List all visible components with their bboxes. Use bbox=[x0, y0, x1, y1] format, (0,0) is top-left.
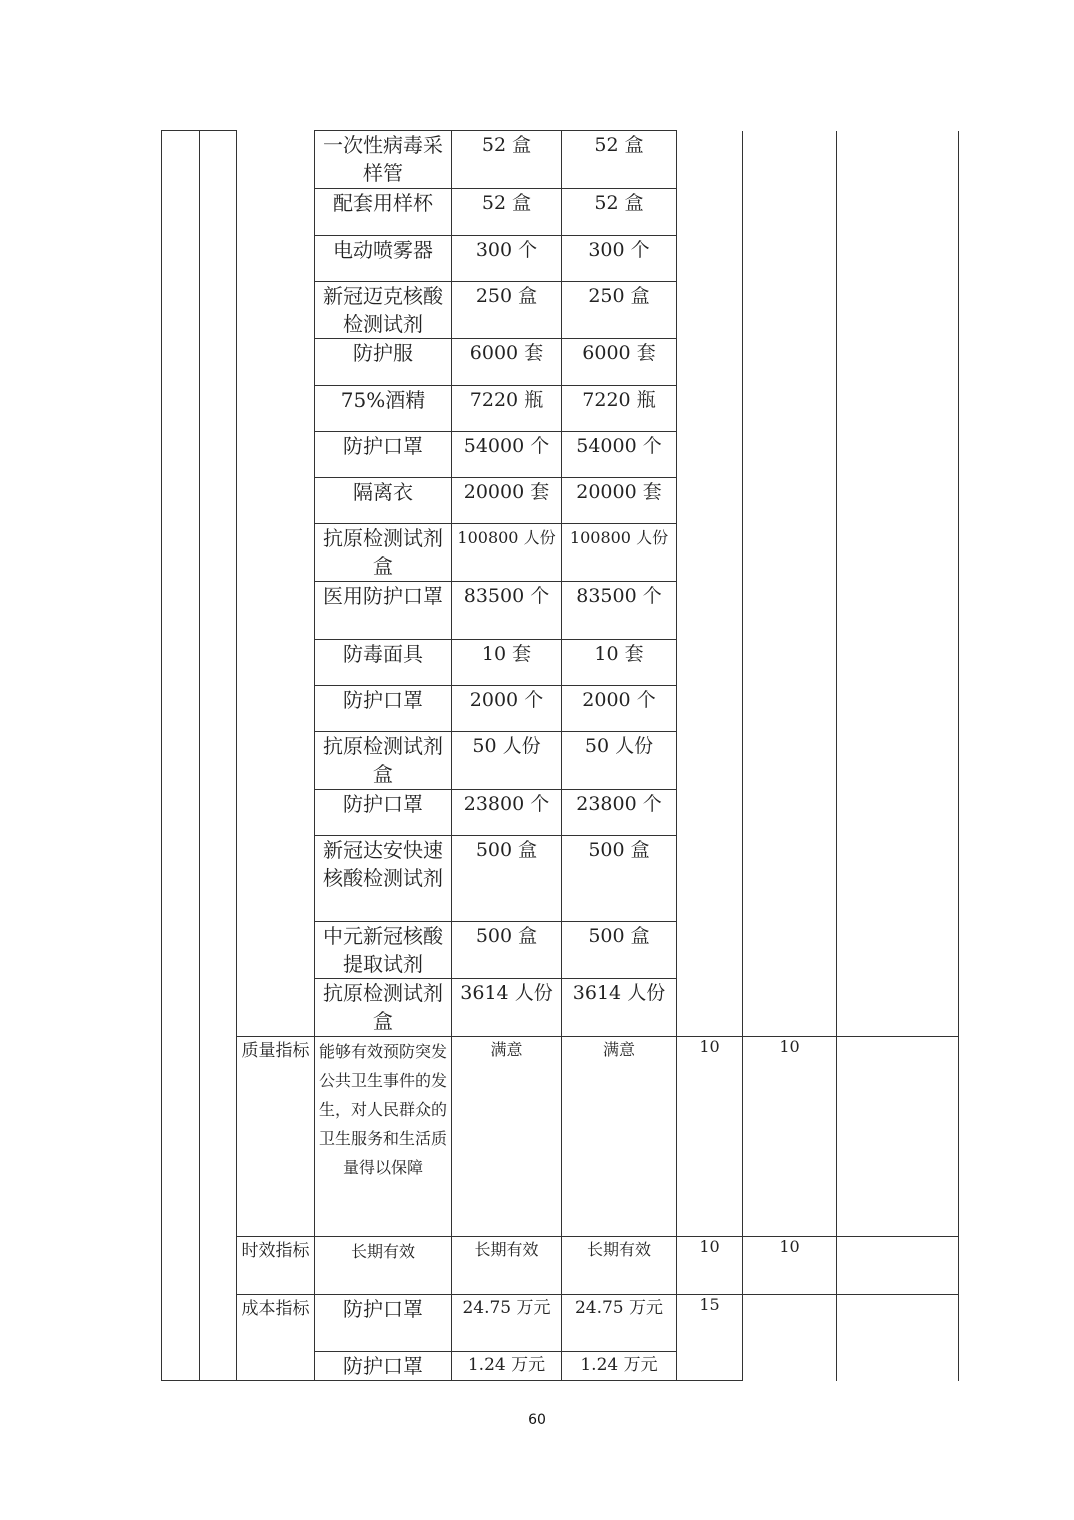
quantity-indicator-cell bbox=[237, 131, 315, 1037]
item-planned: 2000 个 bbox=[452, 686, 562, 732]
cost-remark bbox=[837, 1295, 959, 1381]
item-actual: 500 盒 bbox=[562, 836, 677, 922]
item-name: 防护口罩 bbox=[315, 790, 452, 836]
item-planned: 20000 套 bbox=[452, 478, 562, 524]
item-actual: 7220 瓶 bbox=[562, 386, 677, 432]
table-row bbox=[162, 1237, 959, 1295]
timeliness-category: 时效指标 bbox=[237, 1237, 315, 1295]
level2-cell bbox=[200, 131, 237, 1381]
item-name: 防护口罩 bbox=[315, 686, 452, 732]
item-planned: 250 盒 bbox=[452, 282, 562, 339]
item-actual: 500 盒 bbox=[562, 922, 677, 979]
item-actual: 250 盒 bbox=[562, 282, 677, 339]
item-planned: 500 盒 bbox=[452, 922, 562, 979]
item-actual: 83500 个 bbox=[562, 582, 677, 640]
item-name: 一次性病毒采样管 bbox=[315, 131, 452, 189]
item-actual: 2000 个 bbox=[562, 686, 677, 732]
table-row bbox=[162, 1295, 959, 1352]
item-name: 配套用样杯 bbox=[315, 189, 452, 236]
item-name: 抗原检测试剂盒 bbox=[315, 524, 452, 582]
item-actual: 50 人份 bbox=[562, 732, 677, 790]
item-planned: 52 盒 bbox=[452, 131, 562, 189]
cost-item-planned: 24.75 万元 bbox=[452, 1295, 562, 1352]
item-planned: 7220 瓶 bbox=[452, 386, 562, 432]
quality-actual: 满意 bbox=[562, 1037, 677, 1237]
item-planned: 100800 人份 bbox=[452, 524, 562, 582]
item-actual: 54000 个 bbox=[562, 432, 677, 478]
quality-planned: 满意 bbox=[452, 1037, 562, 1237]
cost-score bbox=[743, 1295, 837, 1381]
cost-item-name: 防护口罩 bbox=[315, 1352, 452, 1381]
item-planned: 6000 套 bbox=[452, 339, 562, 386]
item-name: 防毒面具 bbox=[315, 640, 452, 686]
table-row bbox=[162, 1037, 959, 1237]
cost-item-planned: 1.24 万元 bbox=[452, 1352, 562, 1381]
cost-item-name: 防护口罩 bbox=[315, 1295, 452, 1352]
cost-item-actual: 1.24 万元 bbox=[562, 1352, 677, 1381]
quality-weight: 10 bbox=[677, 1037, 743, 1237]
remark-cell bbox=[837, 131, 959, 1037]
item-planned: 500 盒 bbox=[452, 836, 562, 922]
item-name: 电动喷雾器 bbox=[315, 236, 452, 282]
item-name: 抗原检测试剂盒 bbox=[315, 979, 452, 1037]
performance-indicator-table bbox=[161, 130, 959, 1381]
item-planned: 83500 个 bbox=[452, 582, 562, 640]
item-actual: 20000 套 bbox=[562, 478, 677, 524]
item-planned: 300 个 bbox=[452, 236, 562, 282]
timeliness-weight: 10 bbox=[677, 1237, 743, 1295]
cost-item-actual: 24.75 万元 bbox=[562, 1295, 677, 1352]
cost-weight: 15 bbox=[677, 1295, 743, 1381]
item-actual: 10 套 bbox=[562, 640, 677, 686]
item-actual: 300 个 bbox=[562, 236, 677, 282]
item-name: 隔离衣 bbox=[315, 478, 452, 524]
timeliness-score: 10 bbox=[743, 1237, 837, 1295]
item-actual: 100800 人份 bbox=[562, 524, 677, 582]
item-name: 75%酒精 bbox=[315, 386, 452, 432]
timeliness-remark bbox=[837, 1237, 959, 1295]
item-name: 防护口罩 bbox=[315, 432, 452, 478]
quality-description: 能够有效预防突发公共卫生事件的发生，对人民群众的卫生服务和生活质量得以保障 bbox=[315, 1037, 452, 1237]
quality-score: 10 bbox=[743, 1037, 837, 1237]
item-planned: 54000 个 bbox=[452, 432, 562, 478]
quality-remark bbox=[837, 1037, 959, 1237]
timeliness-planned: 长期有效 bbox=[452, 1237, 562, 1295]
item-actual: 52 盒 bbox=[562, 131, 677, 189]
quality-category: 质量指标 bbox=[237, 1037, 315, 1237]
item-planned: 50 人份 bbox=[452, 732, 562, 790]
item-name: 抗原检测试剂盒 bbox=[315, 732, 452, 790]
item-planned: 23800 个 bbox=[452, 790, 562, 836]
timeliness-actual: 长期有效 bbox=[562, 1237, 677, 1295]
weight-cell bbox=[677, 131, 743, 1037]
level1-cell bbox=[162, 131, 200, 1381]
item-name: 新冠达安快速核酸检测试剂 bbox=[315, 836, 452, 922]
item-actual: 3614 人份 bbox=[562, 979, 677, 1037]
item-planned: 3614 人份 bbox=[452, 979, 562, 1037]
timeliness-description: 长期有效 bbox=[315, 1237, 452, 1295]
item-name: 医用防护口罩 bbox=[315, 582, 452, 640]
item-name: 新冠迈克核酸检测试剂 bbox=[315, 282, 452, 339]
item-actual: 6000 套 bbox=[562, 339, 677, 386]
item-planned: 52 盒 bbox=[452, 189, 562, 236]
cost-category: 成本指标 bbox=[237, 1295, 315, 1381]
score-cell bbox=[743, 131, 837, 1037]
item-name: 防护服 bbox=[315, 339, 452, 386]
item-name: 中元新冠核酸提取试剂 bbox=[315, 922, 452, 979]
item-actual: 52 盒 bbox=[562, 189, 677, 236]
page-number: 60 bbox=[528, 1412, 546, 1428]
item-actual: 23800 个 bbox=[562, 790, 677, 836]
item-planned: 10 套 bbox=[452, 640, 562, 686]
table-row bbox=[162, 131, 959, 189]
